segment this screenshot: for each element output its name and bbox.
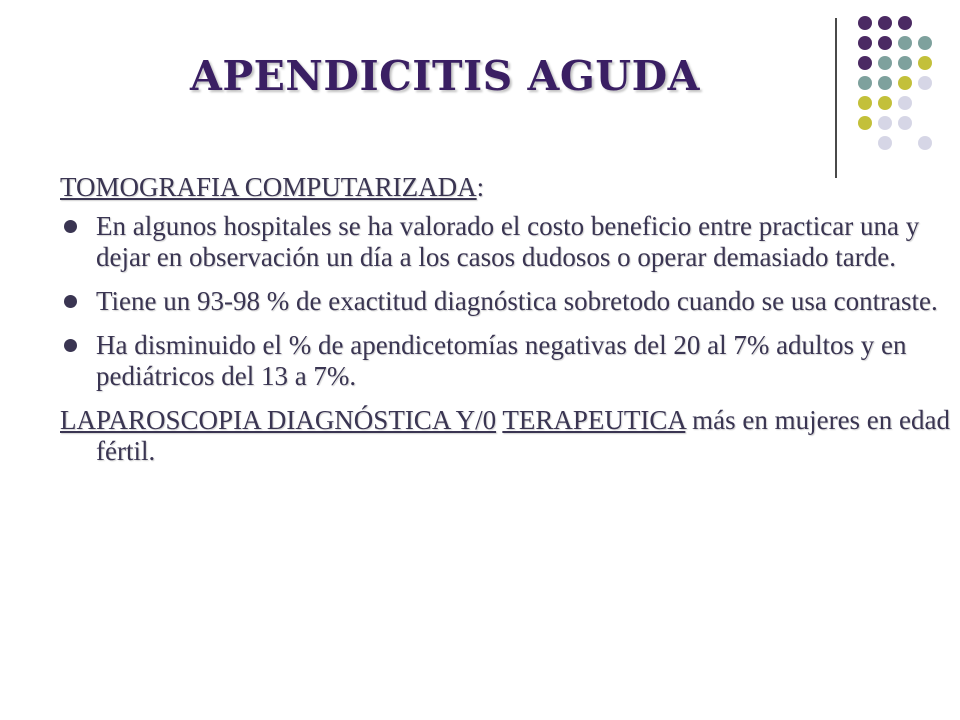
slide-title: APENDICITIS AGUDA (190, 52, 700, 100)
section-heading (60, 172, 950, 203)
dot (878, 76, 892, 90)
dot (898, 96, 912, 110)
dot (878, 16, 892, 30)
bullet-item (60, 330, 950, 392)
laparoscopy-heading: LAPAROSCOPIA DIAGNÓSTICA Y/0 (60, 405, 497, 435)
dot (858, 56, 872, 70)
dot (858, 96, 872, 110)
dot (858, 36, 872, 50)
laparoscopy-paragraph (60, 405, 950, 467)
bullet-icon (64, 220, 77, 233)
dot (918, 56, 932, 70)
slide-body (60, 172, 950, 467)
bullet-list (60, 211, 950, 392)
bullet-text: Ha disminuido el % de apendicetomías negativas del 20 al 7% adultos y en pediátricos del 13 a 7%. (96, 330, 907, 391)
decorative-dot-grid (850, 12, 940, 162)
dot (858, 116, 872, 130)
dot (898, 16, 912, 30)
dot (858, 76, 872, 90)
dot (878, 116, 892, 130)
dot (858, 16, 872, 30)
dot (878, 36, 892, 50)
dot (878, 56, 892, 70)
laparoscopy-text: más en mujeres en edad fértil. (96, 405, 951, 466)
dot (898, 76, 912, 90)
bullet-icon (64, 339, 77, 352)
dot (898, 56, 912, 70)
section-heading-text: TOMOGRAFIA COMPUTARIZADA (60, 172, 477, 202)
section-heading-colon: : (476, 172, 485, 202)
bullet-item (60, 211, 950, 273)
bullet-icon (64, 295, 77, 308)
bullet-text: Tiene un 93-98 % de exactitud diagnóstica sobretodo cuando se usa contraste. (96, 286, 938, 316)
dot (898, 36, 912, 50)
dot (878, 96, 892, 110)
dot (918, 136, 932, 150)
dot (918, 36, 932, 50)
bullet-text: En algunos hospitales se ha valorado el costo beneficio entre practicar una y dejar en observación un día a los casos dudosos o operar demasiado tarde. (96, 211, 920, 272)
dot (918, 76, 932, 90)
decorative-divider (835, 18, 837, 178)
dot (898, 116, 912, 130)
therapeutic-heading: TERAPEUTICA (502, 405, 686, 435)
dot (878, 136, 892, 150)
bullet-item (60, 286, 950, 317)
